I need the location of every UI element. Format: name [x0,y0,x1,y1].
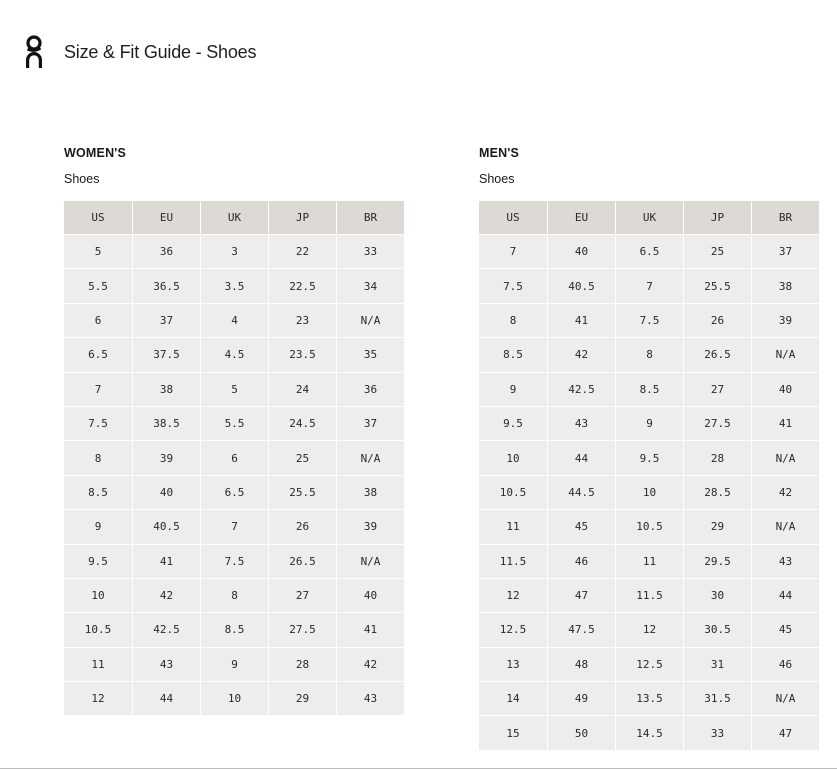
column-header-br: BR [751,201,819,235]
table-cell-uk: 4.5 [200,338,268,372]
table-cell-uk: 3 [200,235,268,269]
table-row [64,441,404,475]
table-row [479,235,819,269]
table-cell-eu: 37.5 [132,338,200,372]
table-cell-jp: 28 [268,648,336,682]
table-cell-uk: 12.5 [615,648,683,682]
table-row [479,441,819,475]
table-cell-uk: 5 [200,373,268,407]
table-cell-br: 40 [336,579,404,613]
table-cell-uk: 9.5 [615,441,683,475]
table-cell-jp: 30.5 [683,613,751,647]
table-cell-us: 13 [479,648,547,682]
mens-subtitle: Shoes [479,172,515,186]
table-cell-jp: 27 [683,373,751,407]
table-cell-us: 5.5 [64,269,132,303]
table-cell-uk: 5.5 [200,407,268,441]
column-header-us: US [479,201,547,235]
table-cell-us: 9.5 [479,407,547,441]
table-cell-br: 41 [751,407,819,441]
table-cell-jp: 30 [683,579,751,613]
table-row [479,579,819,613]
womens-size-table [64,201,404,716]
table-row [479,716,819,750]
table-cell-us: 10.5 [64,613,132,647]
table-row [64,304,404,338]
table-cell-uk: 7 [200,510,268,544]
table-row [479,304,819,338]
table-cell-jp: 22 [268,235,336,269]
table-cell-eu: 38.5 [132,407,200,441]
page-header [24,34,256,70]
table-cell-eu: 42.5 [132,613,200,647]
table-cell-jp: 28.5 [683,476,751,510]
table-cell-eu: 38 [132,373,200,407]
table-cell-br: 41 [336,613,404,647]
table-cell-br: 35 [336,338,404,372]
table-cell-us: 5 [64,235,132,269]
table-cell-jp: 24 [268,373,336,407]
table-cell-jp: 29 [268,682,336,716]
table-body [64,235,404,716]
mens-section [479,146,819,751]
table-cell-us: 12 [479,579,547,613]
table-row [64,476,404,510]
table-cell-br: 36 [336,373,404,407]
column-header-jp: JP [683,201,751,235]
mens-size-table [479,201,819,751]
table-cell-br: 37 [751,235,819,269]
table-cell-br: 33 [336,235,404,269]
table-cell-br: 38 [751,269,819,303]
table-cell-us: 8 [479,304,547,338]
womens-title: WOMEN'S [64,146,127,160]
table-cell-uk: 14.5 [615,716,683,750]
table-row [479,407,819,441]
table-cell-br: 38 [336,476,404,510]
table-cell-eu: 41 [132,545,200,579]
table-cell-uk: 8 [615,338,683,372]
table-cell-us: 9.5 [64,545,132,579]
footer-divider [0,768,837,769]
table-cell-eu: 42 [547,338,615,372]
table-cell-br: 42 [336,648,404,682]
table-cell-us: 6 [64,304,132,338]
table-row [479,338,819,372]
table-cell-us: 7 [64,373,132,407]
table-cell-br: 40 [751,373,819,407]
table-cell-br: 43 [751,545,819,579]
column-header-us: US [64,201,132,235]
table-row [64,613,404,647]
table-cell-eu: 36 [132,235,200,269]
table-cell-br: 34 [336,269,404,303]
table-cell-br: N/A [751,682,819,716]
on-logo-icon[interactable] [24,34,44,70]
table-cell-uk: 6.5 [200,476,268,510]
table-row [64,338,404,372]
table-row [479,613,819,647]
column-header-eu: EU [132,201,200,235]
table-cell-us: 9 [479,373,547,407]
table-cell-eu: 44.5 [547,476,615,510]
table-cell-us: 7.5 [64,407,132,441]
womens-subtitle: Shoes [64,172,100,186]
table-cell-uk: 10 [615,476,683,510]
table-header-row [479,201,819,235]
table-cell-br: N/A [336,441,404,475]
table-cell-uk: 4 [200,304,268,338]
table-cell-eu: 39 [132,441,200,475]
table-cell-jp: 31 [683,648,751,682]
table-cell-uk: 10.5 [615,510,683,544]
table-row [479,545,819,579]
table-cell-br: 39 [751,304,819,338]
table-cell-uk: 7.5 [200,545,268,579]
table-cell-us: 8.5 [479,338,547,372]
table-cell-uk: 7 [615,269,683,303]
table-cell-jp: 27.5 [683,407,751,441]
table-cell-jp: 29 [683,510,751,544]
table-row [64,373,404,407]
table-cell-jp: 27 [268,579,336,613]
table-cell-eu: 47.5 [547,613,615,647]
table-row [64,510,404,544]
table-cell-jp: 22.5 [268,269,336,303]
table-cell-uk: 8.5 [615,373,683,407]
table-cell-br: N/A [336,545,404,579]
table-cell-eu: 44 [132,682,200,716]
table-cell-br: 39 [336,510,404,544]
table-row [479,682,819,716]
table-cell-us: 8 [64,441,132,475]
column-header-eu: EU [547,201,615,235]
table-cell-br: N/A [751,338,819,372]
table-cell-eu: 37 [132,304,200,338]
table-cell-jp: 25 [683,235,751,269]
table-cell-eu: 42 [132,579,200,613]
table-cell-jp: 27.5 [268,613,336,647]
table-cell-jp: 31.5 [683,682,751,716]
table-row [479,648,819,682]
table-row [479,476,819,510]
table-row [64,682,404,716]
table-cell-jp: 23 [268,304,336,338]
table-cell-eu: 48 [547,648,615,682]
table-row [64,407,404,441]
table-row [64,269,404,303]
table-cell-uk: 3.5 [200,269,268,303]
table-cell-uk: 11 [615,545,683,579]
table-cell-us: 8.5 [64,476,132,510]
table-cell-us: 15 [479,716,547,750]
table-cell-eu: 40.5 [547,269,615,303]
table-cell-eu: 50 [547,716,615,750]
table-cell-jp: 25.5 [268,476,336,510]
table-cell-jp: 24.5 [268,407,336,441]
column-header-uk: UK [615,201,683,235]
table-cell-eu: 47 [547,579,615,613]
table-cell-us: 11 [64,648,132,682]
table-cell-br: N/A [336,304,404,338]
table-cell-uk: 13.5 [615,682,683,716]
table-cell-uk: 9 [615,407,683,441]
table-cell-us: 10 [64,579,132,613]
table-cell-uk: 9 [200,648,268,682]
mens-title: MEN'S [479,146,520,160]
table-cell-eu: 43 [547,407,615,441]
table-cell-br: 42 [751,476,819,510]
table-cell-us: 10.5 [479,476,547,510]
table-cell-jp: 26 [683,304,751,338]
page-title: Size & Fit Guide - Shoes [64,41,257,62]
table-cell-eu: 36.5 [132,269,200,303]
table-row [64,235,404,269]
womens-section [64,146,404,716]
table-cell-eu: 44 [547,441,615,475]
table-cell-eu: 43 [132,648,200,682]
table-cell-jp: 25 [268,441,336,475]
table-cell-jp: 28 [683,441,751,475]
table-cell-br: 46 [751,648,819,682]
table-cell-eu: 41 [547,304,615,338]
table-row [64,545,404,579]
table-cell-eu: 46 [547,545,615,579]
table-row [64,648,404,682]
table-cell-uk: 6.5 [615,235,683,269]
table-cell-us: 7.5 [479,269,547,303]
column-header-jp: JP [268,201,336,235]
table-cell-br: N/A [751,441,819,475]
table-cell-eu: 45 [547,510,615,544]
table-cell-br: 43 [336,682,404,716]
table-cell-br: 44 [751,579,819,613]
table-cell-jp: 29.5 [683,545,751,579]
table-cell-us: 14 [479,682,547,716]
table-cell-jp: 25.5 [683,269,751,303]
column-header-br: BR [336,201,404,235]
table-cell-eu: 40 [132,476,200,510]
table-cell-uk: 11.5 [615,579,683,613]
table-cell-us: 11 [479,510,547,544]
table-cell-jp: 26.5 [683,338,751,372]
table-cell-eu: 42.5 [547,373,615,407]
table-cell-jp: 33 [683,716,751,750]
table-cell-eu: 49 [547,682,615,716]
table-cell-us: 12 [64,682,132,716]
table-cell-br: N/A [751,510,819,544]
table-cell-us: 6.5 [64,338,132,372]
table-cell-br: 45 [751,613,819,647]
table-cell-us: 9 [64,510,132,544]
table-cell-uk: 12 [615,613,683,647]
table-cell-jp: 26 [268,510,336,544]
table-cell-jp: 23.5 [268,338,336,372]
table-cell-uk: 7.5 [615,304,683,338]
table-cell-uk: 6 [200,441,268,475]
table-cell-eu: 40.5 [132,510,200,544]
table-cell-uk: 8.5 [200,613,268,647]
table-cell-us: 10 [479,441,547,475]
table-cell-uk: 10 [200,682,268,716]
table-row [479,269,819,303]
table-cell-us: 7 [479,235,547,269]
table-body [479,235,819,751]
table-row [479,373,819,407]
table-cell-br: 37 [336,407,404,441]
table-cell-us: 11.5 [479,545,547,579]
table-cell-jp: 26.5 [268,545,336,579]
table-cell-br: 47 [751,716,819,750]
table-row [64,579,404,613]
table-header-row [64,201,404,235]
table-cell-us: 12.5 [479,613,547,647]
column-header-uk: UK [200,201,268,235]
table-cell-eu: 40 [547,235,615,269]
table-cell-uk: 8 [200,579,268,613]
table-row [479,510,819,544]
